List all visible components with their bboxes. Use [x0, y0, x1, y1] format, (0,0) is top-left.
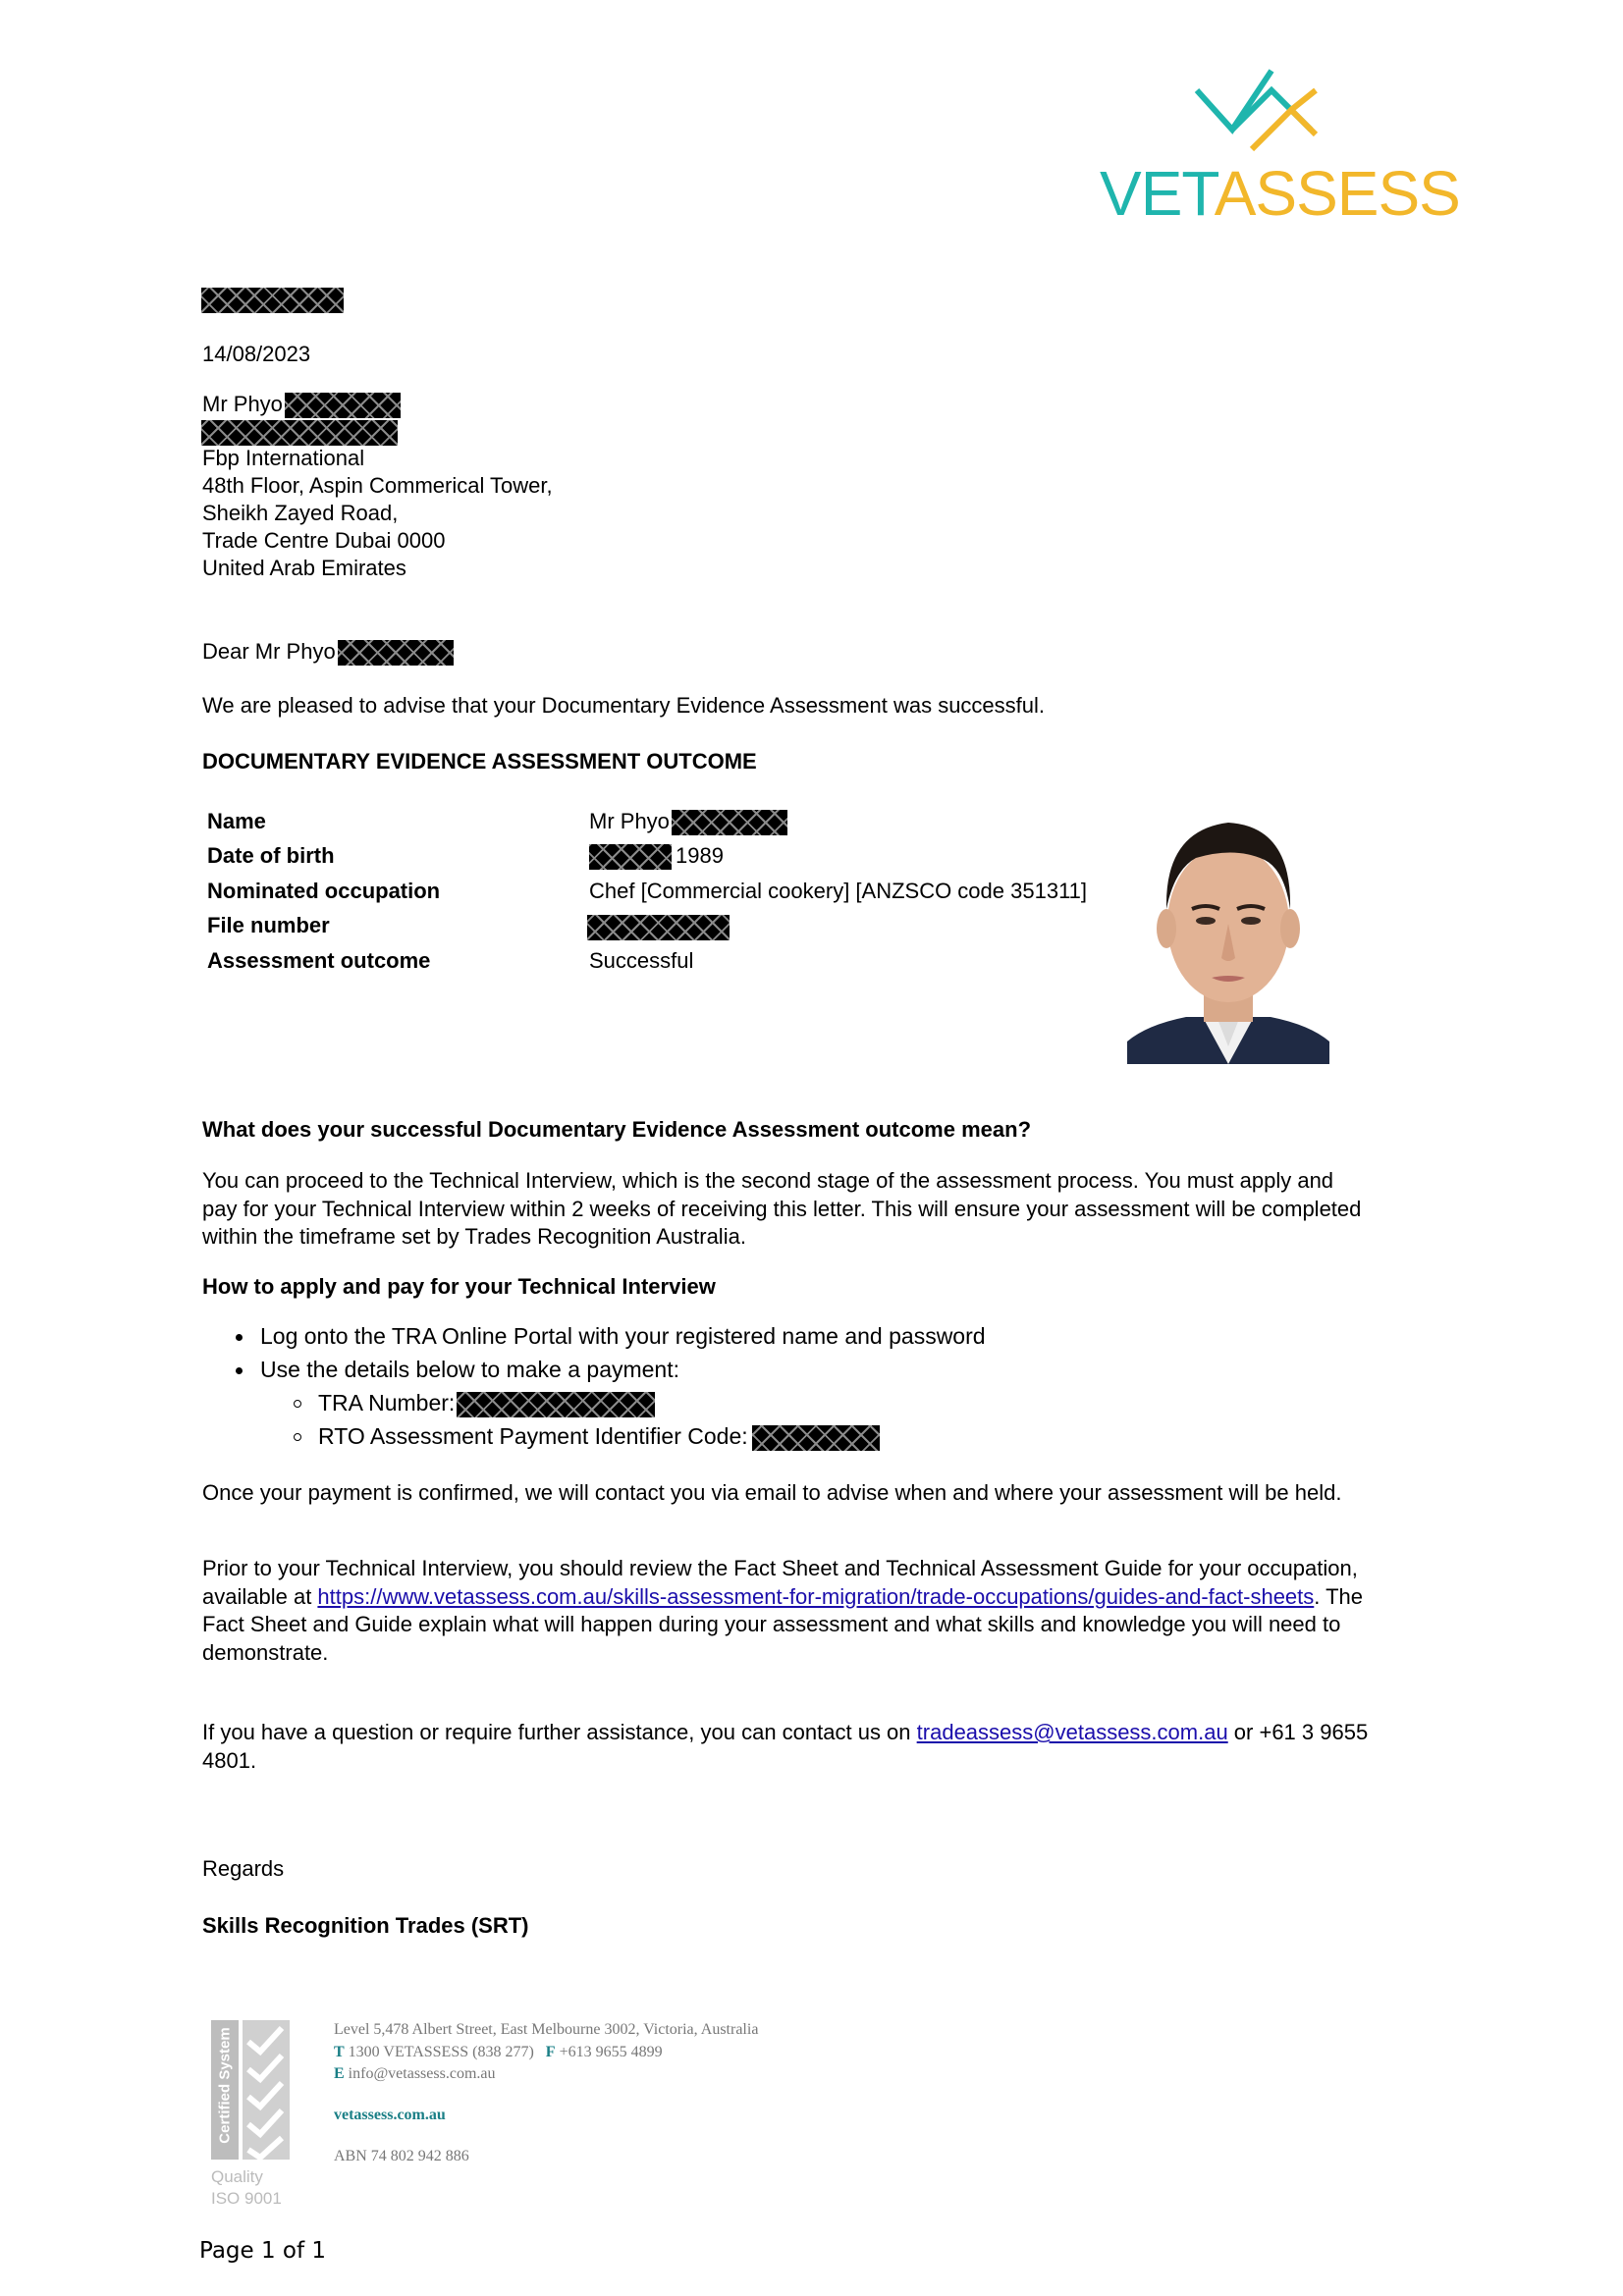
phone-label: T: [334, 2044, 345, 2060]
footer-email: info@vetassess.com.au: [348, 2065, 496, 2082]
confirm-paragraph: Once your payment is confirmed, we will contact you via email to advise when and where your assessment will be held.: [202, 1480, 1342, 1505]
applicant-photo: [1127, 801, 1329, 1064]
checkmarks-icon: [243, 2020, 290, 2160]
list-item: [236, 1357, 679, 1383]
table-label: File number: [207, 913, 330, 937]
logo-mark-icon: [1193, 61, 1330, 159]
name-value: Mr Phyo: [589, 809, 670, 833]
quality-text: Quality: [211, 2167, 263, 2186]
table-label: Name: [207, 809, 266, 833]
email-label: E: [334, 2065, 345, 2082]
contact-email-link[interactable]: tradeassess@vetassess.com.au: [916, 1720, 1228, 1744]
redacted-reference: [201, 288, 344, 313]
address-line: United Arab Emirates: [202, 556, 406, 580]
sub-bullet-text: TRA Number:: [318, 1390, 456, 1415]
redacted-payment-code: [752, 1425, 880, 1451]
page-number: Page 1 of 1: [199, 2238, 327, 2264]
footer-website[interactable]: [334, 2105, 446, 2126]
redacted-surname: [338, 640, 454, 666]
redacted-surname: [672, 810, 787, 835]
redacted-tra-number: [457, 1392, 655, 1417]
list-item: [236, 1323, 986, 1350]
address-line: 48th Floor, Aspin Commerical Tower,: [202, 473, 553, 498]
contact-text: If you have a question or require further assistance, you can contact us on: [202, 1720, 917, 1744]
table-label: Assessment outcome: [207, 948, 431, 973]
table-label: Date of birth: [207, 843, 335, 868]
regards: Regards: [202, 1856, 285, 1881]
bullet-dot-icon: [236, 1334, 243, 1341]
footer-phone: 1300 VETASSESS (838 277): [348, 2044, 534, 2060]
bullet-text: Log onto the TRA Online Portal with your registered name and password: [260, 1323, 986, 1349]
meaning-heading: What does your successful Documentary Evidence Assessment outcome mean?: [202, 1117, 1032, 1142]
contact-phone-text: or +61 3 9655 4801.: [202, 1720, 1369, 1773]
salutation: [202, 638, 454, 666]
recipient-name-text: Mr Phyo: [202, 392, 283, 416]
apply-heading: How to apply and pay for your Technical Interview: [202, 1274, 716, 1299]
prior-text: Prior to your Technical Interview, you should review the Fact Sheet and Technical Assessment Guide for your occupation, available at: [202, 1556, 1358, 1609]
sub-bullet-circle-icon: [294, 1400, 301, 1408]
redacted-file-number: [587, 915, 730, 940]
letter-date: 14/08/2023: [202, 342, 311, 366]
salutation-text: Dear Mr Phyo: [202, 639, 336, 664]
sub-bullet-text: RTO Assessment Payment Identifier Code:: [318, 1423, 748, 1449]
list-item: [294, 1423, 880, 1451]
footer-email-line: [334, 2063, 495, 2085]
cert-text: Certified System: [216, 2027, 234, 2144]
logo-text-vet: VET: [1100, 158, 1215, 229]
footer-phone-line: [334, 2042, 663, 2063]
table-value-outcome: Successful: [589, 948, 694, 973]
redacted-recipient-line: [201, 420, 398, 446]
redacted-surname: [285, 393, 401, 418]
address-line: Fbp International: [202, 446, 365, 470]
table-label: Nominated occupation: [207, 879, 441, 903]
table-value-name: [589, 809, 787, 835]
vetassess-logo: [1100, 61, 1460, 229]
website-text[interactable]: vetassess.com.au: [334, 2107, 446, 2123]
meaning-paragraph: You can proceed to the Technical Interview, which is the second stage of the assessment process. You must apply and pay for your Technical Interview within 2 weeks of receiving this letter. This will ensure your assessment will be completed within the timeframe set by Trades Recognition Australia.: [202, 1168, 1362, 1249]
footer-address: Level 5,478 Albert Street, East Melbourne 3002, Victoria, Australia: [334, 2021, 759, 2038]
logo-text-assess: ASSESS: [1214, 158, 1460, 229]
dob-year: 1989: [676, 843, 724, 868]
table-value-dob: [589, 843, 724, 870]
address-line: Sheikh Zayed Road,: [202, 501, 399, 525]
footer-fax: +613 9655 4899: [559, 2044, 663, 2060]
fact-sheets-link[interactable]: https://www.vetassess.com.au/skills-assessment-for-migration/trade-occupations/guides-and-fact-sheets: [317, 1583, 1315, 1609]
contact-paragraph: [202, 1719, 1371, 1775]
intro-text: We are pleased to advise that your Documentary Evidence Assessment was successful.: [202, 693, 1046, 718]
iso-text: ISO 9001: [211, 2189, 282, 2208]
bullet-dot-icon: [236, 1367, 243, 1374]
recipient-name: [202, 391, 401, 418]
list-item: [294, 1390, 655, 1417]
prior-text-end: . The Fact Sheet and Guide explain what will happen during your assessment and what skills and knowledge you will need to demonstrate.: [202, 1583, 1364, 1665]
footer-abn: ABN 74 802 942 886: [334, 2148, 469, 2164]
prior-paragraph: [202, 1555, 1371, 1667]
redacted-birthdate: [589, 844, 672, 870]
bullet-text: Use the details below to make a payment:: [260, 1357, 680, 1382]
outcome-heading: DOCUMENTARY EVIDENCE ASSESSMENT OUTCOME: [202, 749, 757, 774]
signoff: Skills Recognition Trades (SRT): [202, 1913, 529, 1938]
address-line: Trade Centre Dubai 0000: [202, 528, 446, 553]
iso-certified-badge: [209, 2020, 307, 2216]
table-value-occupation: Chef [Commercial cookery] [ANZSCO code 351311]: [589, 879, 1088, 903]
fax-label: F: [545, 2044, 556, 2060]
sub-bullet-circle-icon: [294, 1433, 301, 1441]
